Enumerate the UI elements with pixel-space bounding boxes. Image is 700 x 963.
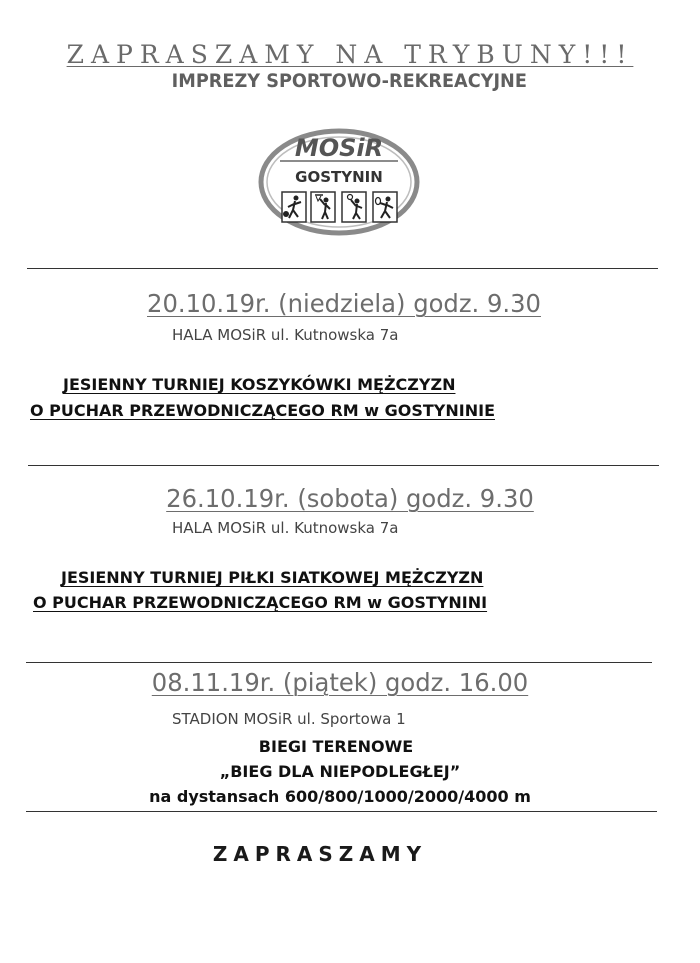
event-3-date: 08.11.19r. (piątek) godz. 16.00 (151, 668, 529, 697)
divider-1 (27, 268, 658, 269)
event-1-venue: HALA MOSiR ul. Kutnowska 7a (172, 326, 399, 344)
event-1-name-line2: O PUCHAR PRZEWODNICZĄCEGO RM w GOSTYNINIE (30, 401, 495, 420)
basketball-hoop-icon (311, 192, 335, 222)
event-2-name-line1: JESIENNY TURNIEJ PIŁKI SIATKOWEJ MĘŻCZYZN (61, 568, 484, 587)
event-2-name-line2: O PUCHAR PRZEWODNICZĄCEGO RM w GOSTYNINI (33, 593, 488, 612)
logo-name: MOSiR (294, 134, 384, 162)
event-1-date: 20.10.19r. (niedziela) godz. 9.30 (147, 289, 541, 318)
event-3-name-line1: BIEGI TERENOWE (258, 737, 414, 756)
divider-4 (26, 811, 657, 812)
basketball-player-icon (282, 192, 306, 222)
event-2-venue: HALA MOSiR ul. Kutnowska 7a (172, 519, 399, 537)
event-1-name-line1: JESIENNY TURNIEJ KOSZYKÓWKI MĘŻCZYZN (63, 375, 456, 394)
page-title: ZAPRASZAMY NA TRYBUNY!!! (66, 40, 634, 69)
logo-city: GOSTYNIN (295, 168, 383, 186)
event-2-date: 26.10.19r. (sobota) godz. 9.30 (166, 484, 534, 513)
event-3-name-line3: na dystansach 600/800/1000/2000/4000 m (149, 787, 531, 806)
page-subtitle: IMPREZY SPORTOWO-REKREACYJNE (171, 70, 527, 92)
divider-2 (28, 465, 659, 466)
event-3-venue: STADION MOSiR ul. Sportowa 1 (172, 710, 406, 728)
divider-3 (26, 662, 652, 663)
event-3-name-line2: „BIEG DLA NIEPODLEGŁEJ” (219, 762, 461, 781)
closing-text: ZAPRASZAMY (212, 842, 428, 866)
tennis-player-icon (373, 192, 397, 222)
mosir-logo (258, 128, 420, 236)
volleyball-player-icon (342, 192, 366, 222)
